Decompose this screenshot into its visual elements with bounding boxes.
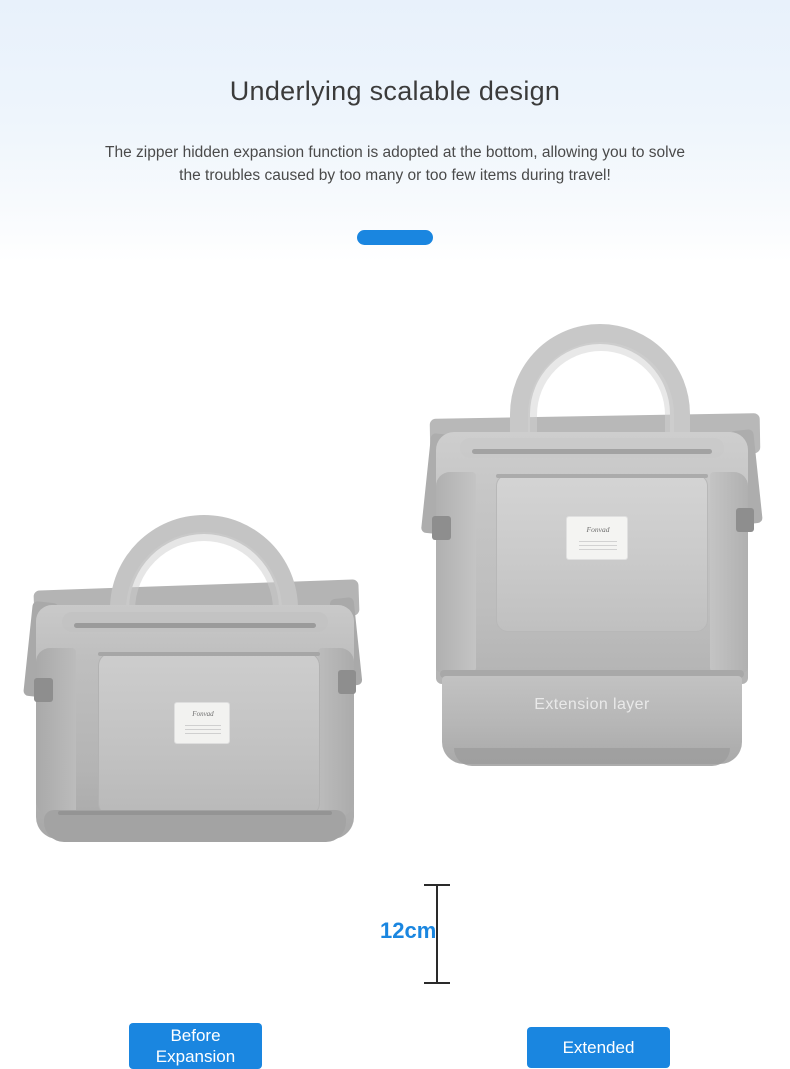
bag-top-seam [460, 438, 724, 458]
bag-top-seam [62, 612, 328, 632]
strap-buckle-left [34, 678, 53, 702]
dimension-cap-top [424, 884, 450, 886]
front-pocket-zipper [496, 474, 708, 478]
brand-label-text: Fonvad [586, 525, 610, 534]
hero-banner [0, 0, 790, 262]
caption-before-line1: Before [170, 1026, 221, 1045]
bag-base [454, 748, 730, 766]
product-comparison-stage [0, 262, 790, 1066]
brand-label [566, 516, 628, 560]
dimension-line [436, 884, 438, 984]
front-pocket-zipper [98, 652, 320, 656]
bag-side-panel-right [710, 472, 748, 672]
bag-side-panel-left [36, 648, 76, 818]
page-subtitle: The zipper hidden expansion function is adopted at the bottom, allowing you to solve the troubles caused by too many or too few items during travel! [105, 144, 685, 184]
bag-base-seam [58, 811, 332, 815]
dimension-marker [382, 882, 454, 987]
strap-buckle-right [736, 508, 754, 532]
brand-label-decor-lines [579, 541, 617, 553]
dimension-value: 12cm [380, 918, 437, 943]
strap-buckle-right [338, 670, 356, 694]
extension-layer-caption: Extension layer [534, 696, 650, 713]
caption-badge-before-expansion [129, 1023, 262, 1069]
caption-badge-extended: Extended [527, 1027, 670, 1068]
bag-image-before-expansion [22, 380, 367, 850]
caption-before-line2: Expansion [155, 1047, 236, 1066]
bag-image-extended [418, 304, 766, 850]
brand-label-decor-lines [185, 725, 221, 737]
strap-buckle-left [432, 516, 451, 540]
top-zipper [74, 623, 316, 628]
dimension-cap-bottom [424, 982, 450, 984]
brand-label-text: Fonvad [192, 710, 214, 718]
top-zipper [472, 449, 712, 454]
accent-divider-pill [357, 230, 433, 245]
bag-side-panel-left [436, 472, 476, 672]
brand-label [174, 702, 230, 744]
page-title: Underlying scalable design [229, 76, 561, 106]
